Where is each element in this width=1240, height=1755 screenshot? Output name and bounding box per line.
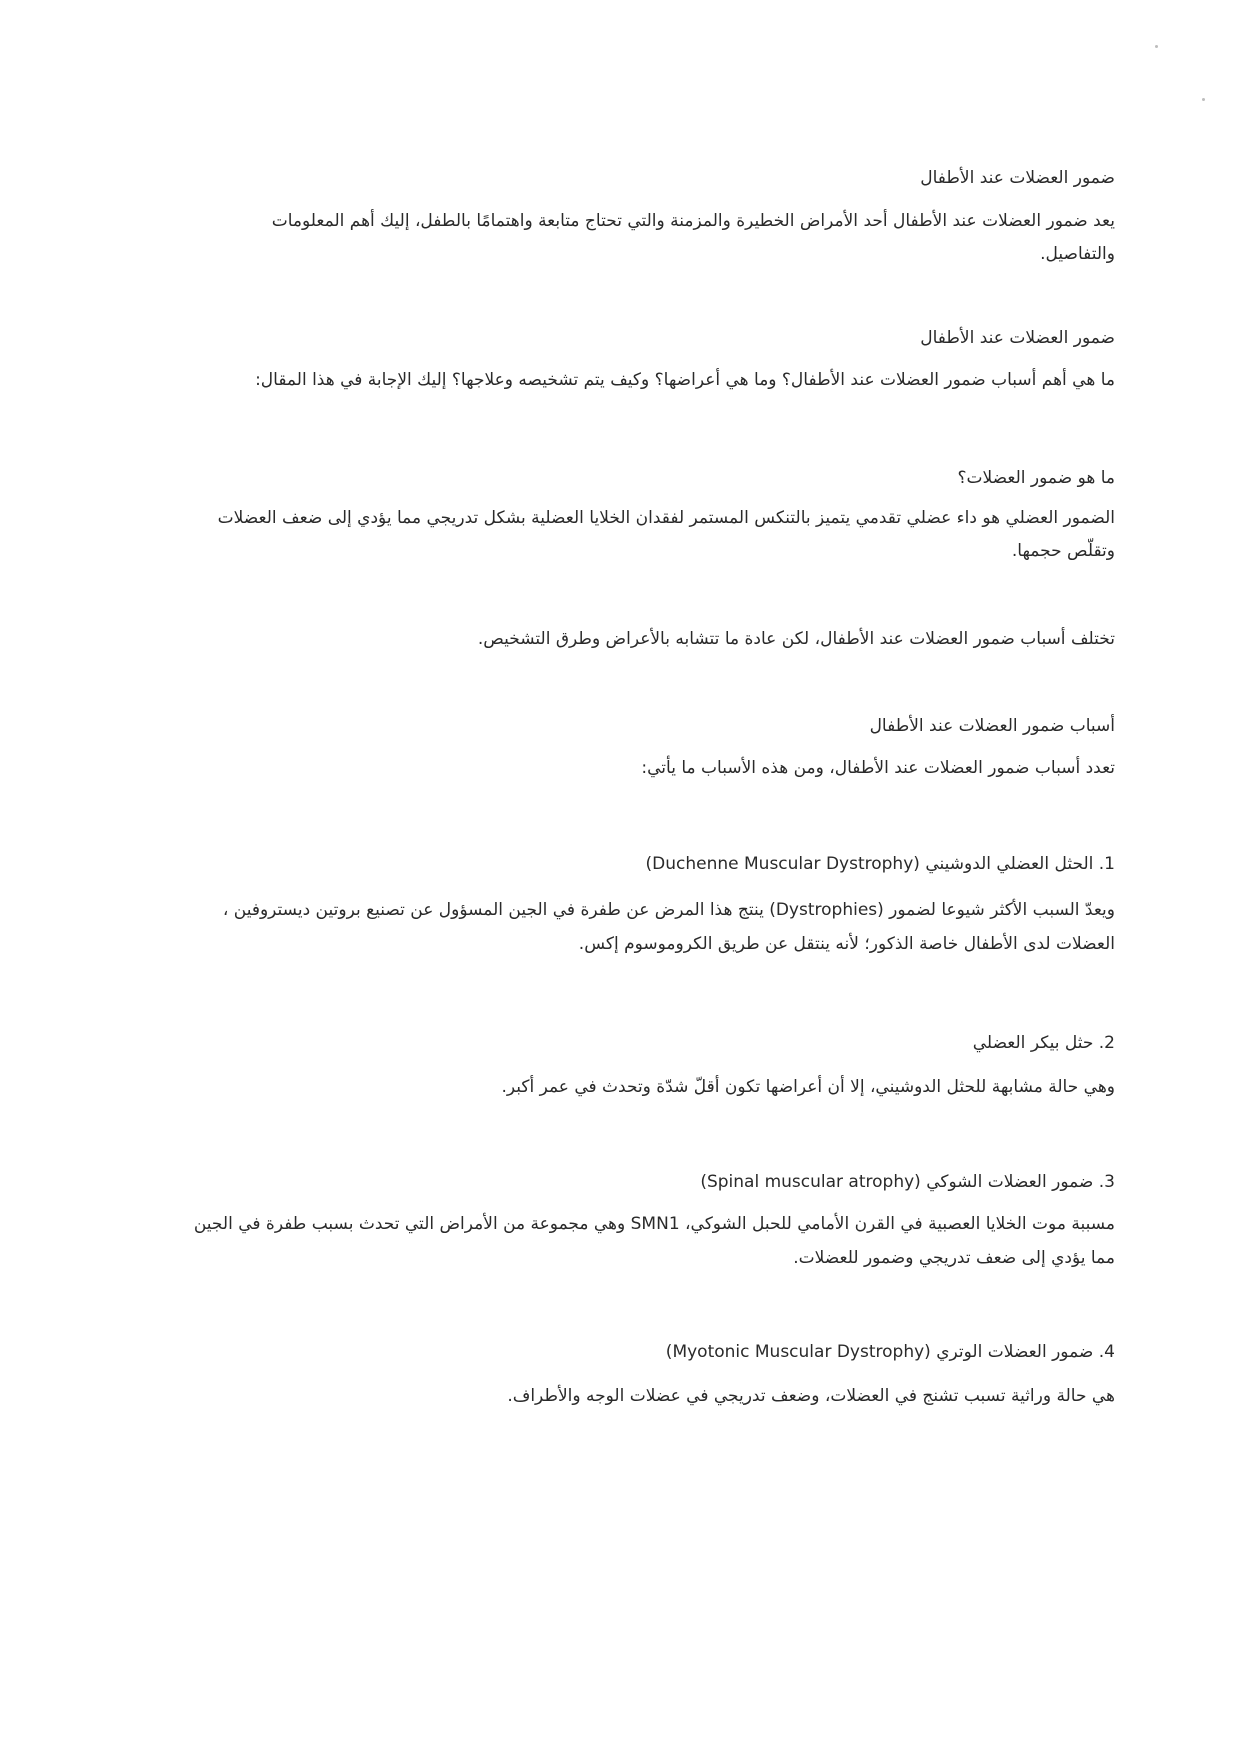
section-heading: ما هو ضمور العضلات؟ xyxy=(957,468,1115,488)
paragraph-line: والتفاصيل. xyxy=(1040,244,1115,264)
paragraph-line: الضمور العضلي هو داء عضلي تقدمي يتميز بالتنكس المستمر لفقدان الخلايا العضلية بشكل تدريجي مما يؤدي إلى ضعف العضلات xyxy=(217,508,1115,528)
section-heading: أسباب ضمور العضلات عند الأطفال xyxy=(869,716,1115,736)
paragraph-line: ويعدّ السبب الأكثر شيوعا لضمور (Dystrophies) ينتج هذا المرض عن طفرة في الجين المسؤول عن تصنيع بروتين ديستروفين ، xyxy=(222,900,1115,920)
paragraph-line: هي حالة وراثية تسبب تشنج في العضلات، وضعف تدريجي في عضلات الوجه والأطراف. xyxy=(507,1386,1115,1406)
paragraph-line: العضلات لدى الأطفال خاصة الذكور؛ لأنه ينتقل عن طريق الكروموسوم إكس. xyxy=(578,934,1115,954)
paragraph-line: تعدد أسباب ضمور العضلات عند الأطفال، ومن هذه الأسباب ما يأتي: xyxy=(641,758,1115,778)
paragraph-line: وهي حالة مشابهة للحثل الدوشيني، إلا أن أعراضها تكون أقلّ شدّة وتحدث في عمر أكبر. xyxy=(501,1077,1115,1097)
paragraph-line: ما هي أهم أسباب ضمور العضلات عند الأطفال؟ وما هي أعراضها؟ وكيف يتم تشخيصه وعلاجها؟ إليك الإجابة في هذا المقال: xyxy=(255,370,1115,390)
paragraph-line: وتقلّص حجمها. xyxy=(1011,541,1115,561)
paragraph-line: يعد ضمور العضلات عند الأطفال أحد الأمراض الخطيرة والمزمنة والتي تحتاج متابعة واهتمامًا بالطفل، إليك أهم المعلومات xyxy=(271,211,1115,231)
section-heading: 3. ضمور العضلات الشوكي (Spinal muscular atrophy) xyxy=(700,1172,1115,1192)
scan-speck xyxy=(1202,98,1205,101)
scan-speck xyxy=(1155,45,1158,48)
paragraph-line: مسببة موت الخلايا العصبية في القرن الأمامي للحبل الشوكي، SMN1 وهي مجموعة من الأمراض التي تحدث بسبب طفرة في الجين xyxy=(193,1214,1115,1234)
section-heading: 2. حثل بيكر العضلي xyxy=(972,1033,1115,1053)
section-heading: 1. الحثل العضلي الدوشيني (Duchenne Muscular Dystrophy) xyxy=(645,854,1115,874)
paragraph-line: تختلف أسباب ضمور العضلات عند الأطفال، لكن عادة ما تتشابه بالأعراض وطرق التشخيص. xyxy=(477,629,1115,649)
section-heading: ضمور العضلات عند الأطفال xyxy=(920,168,1115,188)
section-heading: 4. ضمور العضلات الوتري (Myotonic Muscular Dystrophy) xyxy=(665,1342,1115,1362)
section-heading: ضمور العضلات عند الأطفال xyxy=(920,328,1115,348)
paragraph-line: مما يؤدي إلى ضعف تدريجي وضمور للعضلات. xyxy=(793,1248,1115,1268)
